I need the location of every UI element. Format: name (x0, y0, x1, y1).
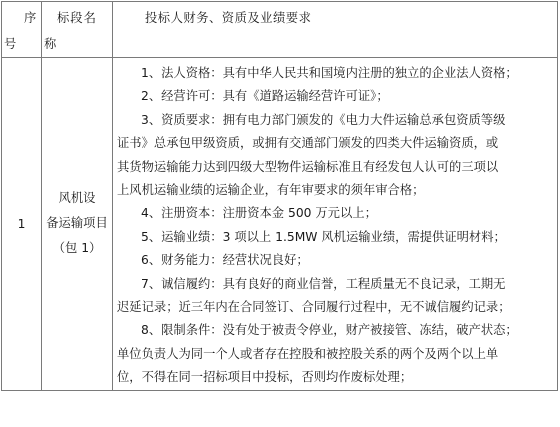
requirement-line: 6、财务能力：经营状况良好； (141, 253, 309, 268)
row-seq: 1 (17, 216, 26, 231)
row-name-cell (42, 58, 113, 391)
requirement-line: 证书》总承包甲级资质，或拥有交通部门颁发的四类大件运输资质，或 (117, 136, 499, 151)
requirement-line: 位，不得在同一招标项目中投标，否则均作废标处理； (117, 370, 413, 385)
requirement-line: 8、限制条件：没有处于被责令停业，财产被接管、冻结，破产状态； (141, 323, 518, 338)
requirement-line: 7、诚信履约：具有良好的商业信誉，工程质量无不良记录，工期无 (141, 276, 506, 291)
header-name-line1: 标段名 (57, 11, 97, 25)
requirement-line: 上风机运输业绩的运输企业，有年审要求的须年审合格； (117, 183, 425, 198)
requirement-line: 1、法人资格：具有中华人民共和国境内注册的独立的企业法人资格； (141, 66, 518, 80)
row-seq-cell (2, 58, 42, 391)
requirement-line: 5、运输业绩：3 项以上 1.5MW 风机运输业绩，需提供证明材料； (141, 229, 506, 244)
requirement-line: 2、经营许可：具有《道路运输经营许可证》； (141, 89, 389, 104)
header-name-line2: 称 (44, 37, 57, 51)
requirements-table (1, 1, 558, 391)
header-requirements-title: 投标人财务、资质及业绩要求 (145, 11, 312, 25)
table-row (2, 58, 558, 391)
header-requirements-cell (113, 2, 558, 58)
header-seq-line2: 号 (4, 37, 17, 51)
header-row (2, 2, 558, 58)
requirement-line: 4、注册资本：注册资本金 500 万元以上； (141, 206, 377, 221)
row-name-line: 风机设 (58, 191, 96, 206)
requirement-line: 单位负责人为同一个人或者存在控股和被控股关系的两个及两个以上单 (117, 346, 499, 361)
row-name-line: 备运输项目 (46, 216, 108, 231)
header-name-cell (42, 2, 113, 58)
header-seq-line1: 序 (24, 11, 37, 25)
row-name-line: （包 1） (52, 241, 102, 256)
header-seq-cell (2, 2, 42, 58)
requirement-line: 3、资质要求：拥有电力部门颁发的《电力大件运输总承包资质等级 (141, 112, 506, 127)
row-requirements-cell (113, 58, 558, 391)
requirement-line: 其货物运输能力达到四级大型物件运输标准且有经发包人认可的三项以 (117, 159, 499, 174)
requirement-line: 迟延记录；近三年内在合同签订、合同履行过程中，无不诚信履约记录； (117, 300, 511, 315)
